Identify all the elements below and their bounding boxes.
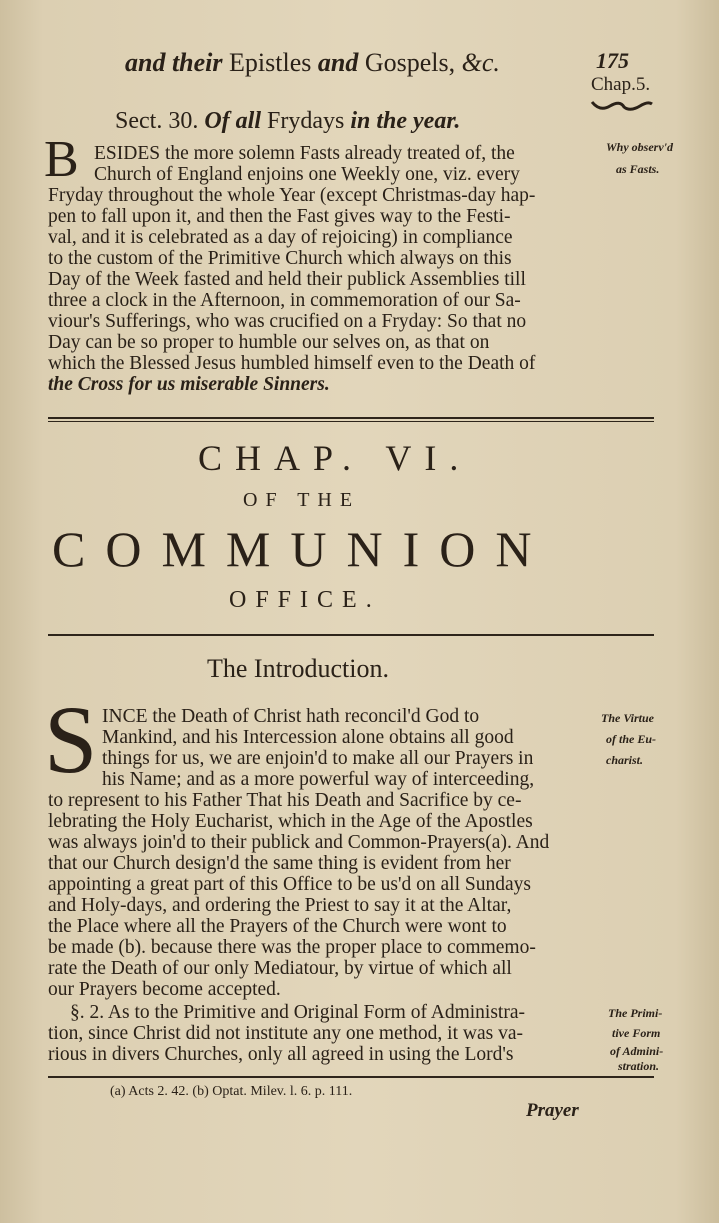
text-line: his Name; and as a more powerful way of interceeding, (102, 769, 535, 790)
section-heading-part: Of all (204, 108, 261, 134)
running-title-part: and their (125, 48, 223, 77)
section-heading-part: Frydays (267, 108, 345, 134)
text-line: things for us, we are enjoin'd to make all our Prayers in (102, 748, 534, 769)
running-header (125, 48, 500, 78)
text-line: Fryday throughout the whole Year (except Christmas-day hap- (48, 185, 536, 206)
text-line: §. 2. As to the Primitive and Original Form of Administra- (70, 1002, 525, 1023)
margin-note: stration. (618, 1059, 660, 1073)
text-line: val, and it is celebrated as a day of rejoicing) in compliance (48, 227, 513, 248)
text-line: viour's Sufferings, who was crucified on a Fryday: So that no (48, 311, 527, 332)
margin-note: The Virtue (601, 711, 655, 725)
divider-rule (48, 634, 654, 636)
text-line: to the custom of the Primitive Church which always on this (48, 248, 512, 269)
page-number: 175 (596, 48, 629, 73)
section-heading-part: in the year. (350, 108, 461, 134)
footnote-rule (48, 1076, 654, 1078)
text-line: to represent to his Father That his Death and Sacrifice by ce- (48, 790, 522, 811)
text-line: our Prayers become accepted. (48, 979, 281, 1000)
text-line: rious in divers Churches, only all agreed in using the Lord's (48, 1044, 514, 1065)
margin-note: Why observ'd (606, 140, 673, 154)
text-line: Day can be so proper to humble our selves on, as that on (48, 332, 490, 353)
text-line: appointing a great part of this Office to be us'd on all Sundays (48, 874, 531, 895)
text-line: ESIDES the more solemn Fasts already treated of, the (94, 143, 515, 164)
margin-note: tive Form (612, 1026, 661, 1040)
introduction-heading: The Introduction. (207, 654, 389, 683)
margin-note: of Admini- (610, 1044, 664, 1058)
running-title-part: Gospels, (364, 48, 456, 77)
text-line: INCE the Death of Christ hath reconcil'd God to (102, 706, 480, 727)
section-heading (115, 108, 460, 135)
drop-letter: S (44, 686, 98, 793)
text-line: Church of England enjoins one Weekly one, viz. every (94, 164, 520, 185)
text-line: Day of the Week fasted and held their publick Assemblies till (48, 269, 526, 290)
footnotes: (a) Acts 2. 42. (b) Optat. Milev. l. 6. p. 111. (110, 1084, 353, 1099)
margin-note: of the Eu- (606, 732, 657, 746)
chapter-subtitle: OFFICE. (229, 587, 381, 613)
margin-note: charist. (606, 753, 644, 767)
running-title-part: Epistles (229, 48, 312, 77)
text-line: three a clock in the Afternoon, in commemoration of our Sa- (48, 290, 521, 311)
text-line: rate the Death of our only Mediatour, by virtue of which all (48, 958, 512, 979)
divider-rule-thin (48, 421, 654, 422)
text-line: Mankind, and his Intercession alone obtains all good (102, 727, 514, 748)
text-line: that our Church design'd the same thing is evident from her (48, 853, 511, 874)
text-line: was always join'd to their publick and Common-Prayers(a). And (48, 832, 550, 853)
text-line: tion, since Christ did not institute any one method, it was va- (48, 1023, 523, 1044)
chapter-title: COMMUNION (52, 521, 552, 577)
running-title-part: &c. (461, 48, 500, 77)
text-line: be made (b). because there was the proper place to commemo- (48, 937, 536, 958)
section-number: Sect. 30. (115, 108, 199, 134)
text-line: the Cross for us miserable Sinners. (48, 374, 330, 395)
text-line: the Place where all the Prayers of the Church were wont to (48, 916, 507, 937)
ornament-icon (590, 98, 654, 112)
divider-rule (48, 417, 654, 419)
text-line: pen to fall upon it, and then the Fast gives way to the Festi- (48, 206, 511, 227)
text-line: and Holy-days, and ordering the Priest to say it at the Altar, (48, 895, 512, 916)
margin-note: as Fasts. (616, 162, 660, 176)
chapter-of-the: OF THE (243, 489, 361, 511)
catchword: Prayer (526, 1100, 579, 1121)
chapter-number: CHAP. VI. (198, 438, 472, 478)
text-line: which the Blessed Jesus humbled himself even to the Death of (48, 353, 536, 374)
chapter-mark: Chap.5. (591, 74, 651, 95)
text-line: lebrating the Holy Eucharist, which in the Age of the Apostles (48, 811, 533, 832)
running-title-part: and (317, 48, 359, 77)
margin-note: The Primi- (608, 1006, 663, 1020)
drop-letter: B (44, 131, 79, 188)
